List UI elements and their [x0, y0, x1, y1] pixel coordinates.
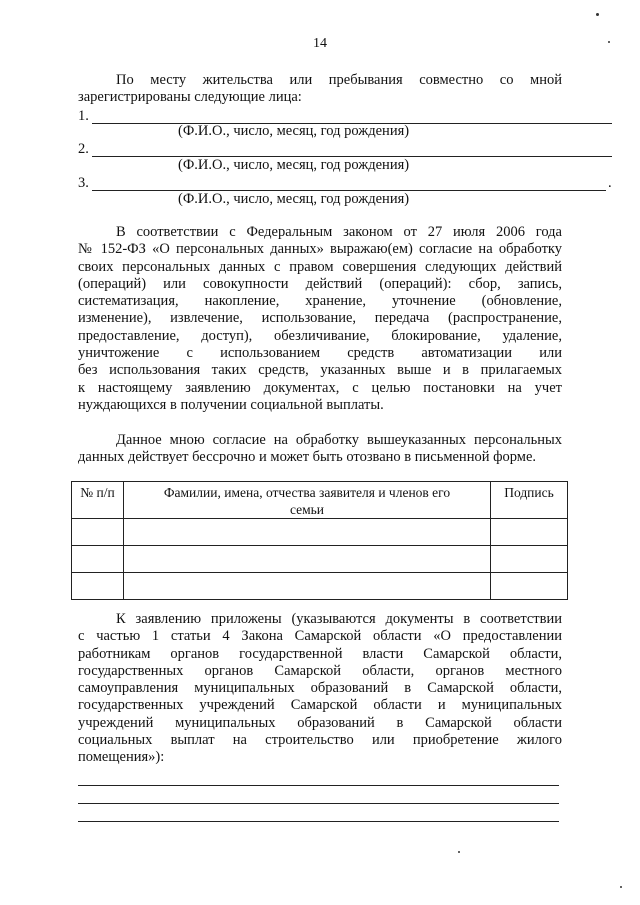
entry-number: 2. [78, 141, 89, 157]
attachments-paragraph [78, 611, 562, 767]
validity-line: данных действует бессрочно и может быть отозвано в письменной форме. [78, 449, 537, 466]
header-number: № п/п [72, 482, 124, 519]
cell-names[interactable] [124, 573, 491, 600]
table-header-row [72, 482, 568, 519]
attachments-line: учреждений муниципальных образований в Самарской области [78, 714, 562, 731]
residence-intro [78, 72, 562, 107]
attachments-line: работникам органов государственной власти Самарской области, [78, 645, 562, 662]
attachments-line: К заявлению приложены (указываются документы в соответствии [116, 611, 562, 627]
consent-line: без использования таких средств, указанных выше и в прилагаемых [78, 362, 562, 379]
consent-line: изменение), извлечение, использование, передача (распространение, [78, 310, 562, 327]
scan-speck [458, 851, 460, 853]
consent-line: № 152-ФЗ «О персональных данных» выражаю(ем) согласие на обработку [78, 241, 562, 258]
entry-caption: (Ф.И.О., число, месяц, год рождения) [178, 157, 410, 173]
entry-caption: (Ф.И.О., число, месяц, год рождения) [178, 123, 410, 139]
validity-paragraph [78, 432, 562, 467]
header-signature: Подпись [491, 482, 568, 519]
cell-number[interactable] [72, 546, 124, 573]
consent-line: нуждающихся в получении социальной выплаты. [78, 396, 384, 413]
entry-caption: (Ф.И.О., число, месяц, год рождения) [178, 191, 410, 207]
consent-line: (операций) или совокупности действий (операций): сбор, запись, [78, 275, 562, 292]
consent-line: В соответствии с Федеральным законом от 27 июля 2006 года [116, 224, 562, 240]
cell-signature[interactable] [491, 573, 568, 600]
scan-speck [596, 13, 599, 16]
entry-number: 1. [78, 108, 89, 124]
attachments-line: самоуправления муниципальных образований в Самарской области, [78, 680, 562, 697]
consent-line: к настоящему заявлению документах, с целью постановки на учет [78, 379, 562, 396]
scan-speck [608, 41, 610, 43]
attachments-line: помещения»): [78, 749, 165, 766]
scan-speck [620, 886, 622, 888]
page-number: 14 [313, 36, 327, 51]
cell-names[interactable] [124, 546, 491, 573]
table-row [72, 519, 568, 546]
residence-intro-line: зарегистрированы следующие лица: [78, 89, 302, 106]
cell-signature[interactable] [491, 519, 568, 546]
consent-line: систематизация, накопление, хранение, уточнение (обновление, [78, 293, 562, 310]
cell-signature[interactable] [491, 546, 568, 573]
header-names: Фамилии, имена, отчества заявителя и членов его семьи [124, 482, 491, 519]
attachments-line: государственных органов Самарской области, органов местного [78, 662, 562, 679]
consent-paragraph [78, 224, 562, 414]
validity-line: Данное мною согласие на обработку вышеуказанных персональных [116, 432, 562, 448]
consent-line: своих персональных данных с правом совершения следующих действий [78, 258, 562, 275]
family-members-table [71, 481, 568, 600]
attachments-line: социальных выплат на строительство или приобретение жилого [78, 732, 562, 749]
consent-line: уничтожение с использованием средств автоматизации или [78, 345, 562, 362]
entry-number: 3. [78, 175, 89, 191]
table-row [72, 546, 568, 573]
entry-tail: . [608, 175, 612, 191]
attachments-line: с частью 1 статьи 4 Закона Самарской области «О предоставлении [78, 628, 562, 645]
cell-names[interactable] [124, 519, 491, 546]
attachment-fill-line[interactable] [78, 785, 559, 786]
cell-number[interactable] [72, 519, 124, 546]
cell-number[interactable] [72, 573, 124, 600]
residence-intro-line: По месту жительства или пребывания совместно со мной [116, 72, 562, 88]
table-row [72, 573, 568, 600]
consent-line: предоставление, доступ), обезличивание, блокирование, удаление, [78, 327, 562, 344]
attachments-line: государственных учреждений Самарской области и муниципальных [78, 697, 562, 714]
attachment-fill-line[interactable] [78, 803, 559, 804]
attachment-fill-line[interactable] [78, 821, 559, 822]
